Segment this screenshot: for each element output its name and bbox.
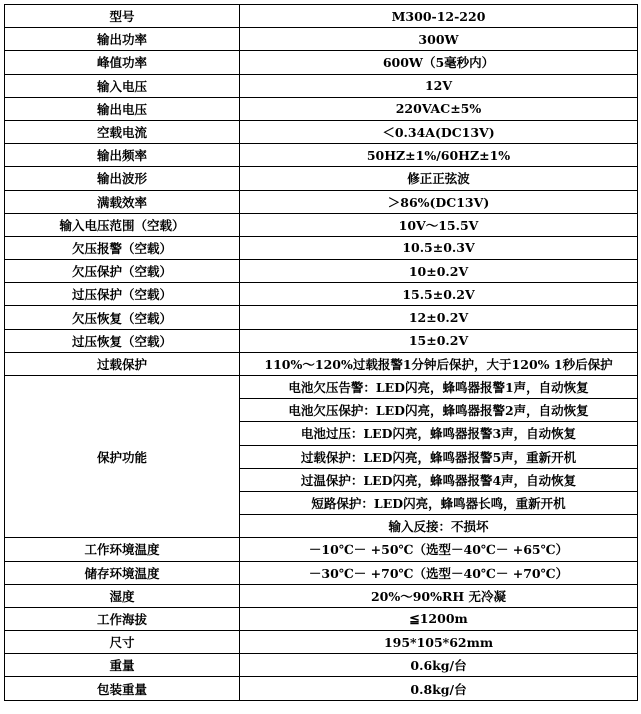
row-label: 过载保护 (5, 352, 240, 375)
row-label: 欠压保护（空载） (5, 260, 240, 283)
protection-item: 过温保护：LED闪亮，蜂鸣器报警4声，自动恢复 (240, 468, 638, 491)
table-row (5, 376, 638, 399)
table-row (5, 167, 638, 190)
protection-item: 电池欠压保护：LED闪亮，蜂鸣器报警2声，自动恢复 (240, 399, 638, 422)
row-value: 0.6kg/台 (240, 654, 638, 677)
row-label: 峰值功率 (5, 51, 240, 74)
table-row (5, 236, 638, 259)
row-value: 50HZ±1%/60HZ±1% (240, 144, 638, 167)
row-label: 输入电压 (5, 74, 240, 97)
row-value: 15.5±0.2V (240, 283, 638, 306)
table-row (5, 213, 638, 236)
row-value: 10±0.2V (240, 260, 638, 283)
row-label: 工作海拔 (5, 607, 240, 630)
row-value: 12±0.2V (240, 306, 638, 329)
row-label: 欠压报警（空载） (5, 236, 240, 259)
row-label: 空载电流 (5, 120, 240, 143)
table-row (5, 28, 638, 51)
protection-item: 输入反接：不损坏 (240, 515, 638, 538)
table-row (5, 631, 638, 654)
row-value: 220VAC±5% (240, 97, 638, 120)
table-row (5, 329, 638, 352)
table-row (5, 352, 638, 375)
spec-table (4, 4, 638, 701)
row-label: 储存环境温度 (5, 561, 240, 584)
table-row (5, 654, 638, 677)
row-label: 型号 (5, 5, 240, 28)
row-label: 尺寸 (5, 631, 240, 654)
row-value: ＜0.34A(DC13V) (240, 120, 638, 143)
row-value: 10V～15.5V (240, 213, 638, 236)
protection-item: 电池过压：LED闪亮，蜂鸣器报警3声，自动恢复 (240, 422, 638, 445)
row-label: 输入电压范围（空载） (5, 213, 240, 236)
row-label: 湿度 (5, 584, 240, 607)
row-label: 重量 (5, 654, 240, 677)
table-row (5, 260, 638, 283)
table-row (5, 607, 638, 630)
table-row (5, 97, 638, 120)
row-value: ≦1200m (240, 607, 638, 630)
row-label: 欠压恢复（空载） (5, 306, 240, 329)
table-row (5, 584, 638, 607)
table-row (5, 51, 638, 74)
row-value: －10℃－ +50℃（选型－40℃－ +65℃） (240, 538, 638, 561)
row-value: 600W（5毫秒内） (240, 51, 638, 74)
table-row (5, 561, 638, 584)
row-label: 输出频率 (5, 144, 240, 167)
row-value: －30℃－ +70℃（选型－40℃－ +70℃） (240, 561, 638, 584)
row-label: 满载效率 (5, 190, 240, 213)
table-row (5, 190, 638, 213)
table-row (5, 120, 638, 143)
protection-item: 过载保护：LED闪亮，蜂鸣器报警5声，重新开机 (240, 445, 638, 468)
row-label: 包装重量 (5, 677, 240, 700)
protection-item: 短路保护：LED闪亮，蜂鸣器长鸣，重新开机 (240, 491, 638, 514)
row-label: 输出功率 (5, 28, 240, 51)
table-row (5, 74, 638, 97)
row-value: 195*105*62mm (240, 631, 638, 654)
protection-label: 保护功能 (5, 376, 240, 538)
row-value: 12V (240, 74, 638, 97)
row-value: M300-12-220 (240, 5, 638, 28)
row-value: 300W (240, 28, 638, 51)
table-row (5, 306, 638, 329)
table-row (5, 677, 638, 700)
table-row (5, 283, 638, 306)
row-value: 10.5±0.3V (240, 236, 638, 259)
row-label: 输出波形 (5, 167, 240, 190)
row-label: 过压保护（空载） (5, 283, 240, 306)
table-row (5, 5, 638, 28)
row-value: 修正正弦波 (240, 167, 638, 190)
row-value: 110%～120%过载报警1分钟后保护，大于120% 1秒后保护 (240, 352, 638, 375)
row-value: 15±0.2V (240, 329, 638, 352)
protection-item: 电池欠压告警：LED闪亮，蜂鸣器报警1声，自动恢复 (240, 376, 638, 399)
row-label: 过压恢复（空载） (5, 329, 240, 352)
table-row (5, 538, 638, 561)
table-row (5, 144, 638, 167)
row-label: 工作环境温度 (5, 538, 240, 561)
row-value: 20%～90%RH 无冷凝 (240, 584, 638, 607)
row-value: ＞86%(DC13V) (240, 190, 638, 213)
row-value: 0.8kg/台 (240, 677, 638, 700)
row-label: 输出电压 (5, 97, 240, 120)
